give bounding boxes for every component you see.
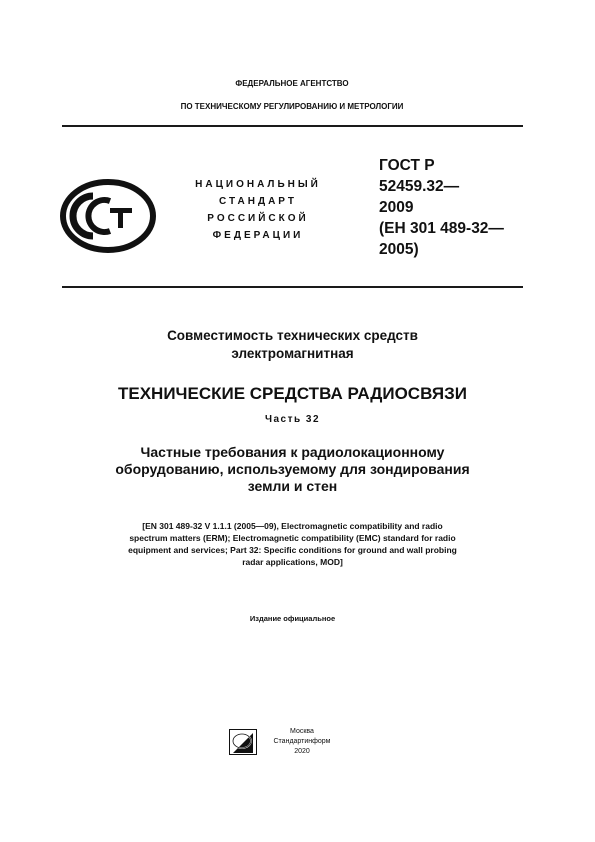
standard-designation: [379, 155, 529, 260]
english-equivalent: [62, 520, 523, 568]
publication-year: 2020: [294, 748, 310, 755]
sub-title: [62, 444, 523, 495]
national-line-2: СТАНДАРТ: [219, 196, 297, 207]
agency-name-line1: ФЕДЕРАЛЬНОЕ АГЕНТСТВО: [235, 79, 349, 88]
english-line2: spectrum matters (ERM); Electromagnetic compatibility (EMC) standard for radio: [129, 533, 456, 543]
general-title-line2: электромагнитная: [231, 346, 354, 361]
edition-note: Издание официальное: [249, 614, 336, 623]
part-number: Часть 32: [264, 414, 321, 425]
main-title: ТЕХНИЧЕСКИЕ СРЕДСТВА РАДИОСВЯЗИ: [117, 384, 468, 403]
standartinform-logo-icon: [229, 729, 257, 755]
publisher-info: [262, 727, 342, 757]
national-line-3: РОССИЙСКОЙ: [207, 213, 309, 224]
designation-line-5: 2005): [379, 241, 419, 258]
top-divider: [62, 125, 523, 127]
gost-r-logo-icon: [60, 168, 156, 264]
national-standard-label: [168, 176, 348, 244]
english-line1: [EN 301 489-32 V 1.1.1 (2005—09), Electromagnetic compatibility and radio: [142, 521, 443, 531]
designation-line-4: (ЕН 301 489-32—: [379, 220, 504, 237]
sub-title-line2: оборудованию, используемому для зондирования: [115, 461, 470, 477]
general-title: [62, 327, 523, 363]
agency-name-line2: ПО ТЕХНИЧЕСКОМУ РЕГУЛИРОВАНИЮ И МЕТРОЛОГИИ: [180, 102, 404, 111]
middle-divider: [62, 286, 523, 288]
publisher-name: Стандартинформ: [273, 738, 331, 745]
sub-title-line1: Частные требования к радиолокационному: [140, 444, 445, 460]
designation-line-1: ГОСТ Р: [379, 157, 435, 174]
publisher-city: Москва: [290, 728, 314, 735]
designation-line-2: 52459.32—: [379, 178, 460, 195]
national-line-4: ФЕДЕРАЦИИ: [212, 230, 304, 241]
sub-title-line3: земли и стен: [247, 478, 338, 494]
english-line4: radar applications, MOD]: [242, 557, 343, 567]
general-title-line1: Совместимость технических средств: [167, 328, 418, 343]
english-line3: equipment and services; Part 32: Specific conditions for ground and wall probing: [128, 545, 457, 555]
national-line-1: НАЦИОНАЛЬНЫЙ: [195, 179, 321, 190]
designation-line-3: 2009: [379, 199, 414, 216]
